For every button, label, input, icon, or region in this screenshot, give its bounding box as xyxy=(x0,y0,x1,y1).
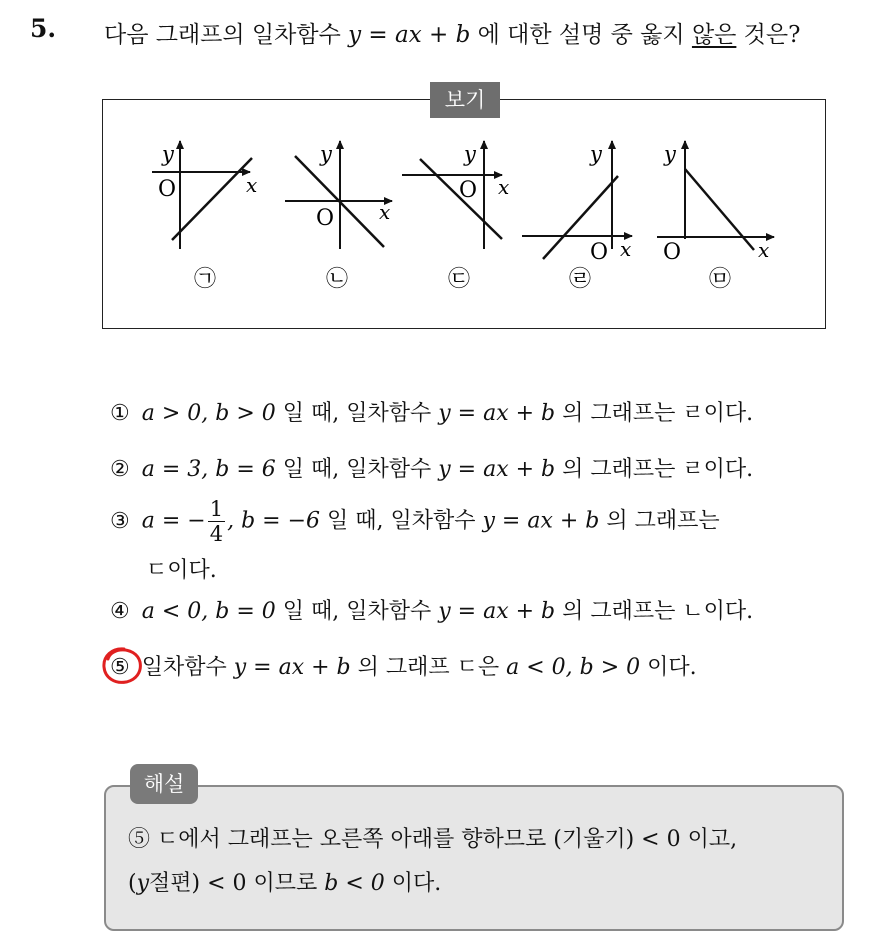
graph5-y-label: y xyxy=(664,142,676,166)
graph3-caption: ㉢ xyxy=(447,267,471,292)
graph3-origin-label: O xyxy=(459,178,478,203)
choice-1-condition: a > 0, b > 0 xyxy=(141,401,276,426)
choice-3-frac-numerator: 1 xyxy=(209,497,224,521)
graph3-y-label: y xyxy=(464,142,476,166)
question-expr: y = ax + b xyxy=(348,22,471,48)
graph5-x-label: x xyxy=(758,238,770,262)
choice-3-number: ③ xyxy=(110,508,130,534)
choice-4-text: 일 때, 일차함수 xyxy=(275,599,439,624)
choice-3[interactable] xyxy=(110,497,720,546)
graph-mieum xyxy=(657,141,774,292)
choice-1-number: ① xyxy=(110,401,130,426)
graph5-origin-label: O xyxy=(663,240,682,265)
graph-rieul xyxy=(522,141,632,292)
choice-4-number: ④ xyxy=(110,599,130,624)
question-text xyxy=(104,16,800,49)
graph4-y-label: y xyxy=(590,142,602,166)
choice-3-tail: 의 그래프는 xyxy=(599,508,720,534)
choice-2-condition: a = 3, b = 6 xyxy=(141,457,276,482)
choice-5[interactable] xyxy=(110,650,697,681)
choice-1-text: 일 때, 일차함수 xyxy=(275,401,439,426)
choice-3-condition-b: , b = −6 xyxy=(227,508,321,534)
choice-4-expr: y = ax + b xyxy=(438,599,556,624)
choice-5-text: 일차함수 xyxy=(141,655,234,680)
choice-4-tail: 의 그래프는 ㄴ이다. xyxy=(555,599,754,624)
solution-tag: 해설 xyxy=(130,764,198,804)
answer-circle-mark xyxy=(100,645,144,687)
choice-1[interactable] xyxy=(110,396,753,427)
graph1-origin-label: O xyxy=(158,177,177,202)
graph1-y-label: y xyxy=(162,142,174,166)
question-underlined: 않은 xyxy=(691,22,737,48)
graph3-x-label: x xyxy=(498,175,510,199)
graph1-x-label: x xyxy=(246,173,258,197)
graph-digeut xyxy=(402,141,509,292)
choice-5-number: ⑤ xyxy=(110,655,130,680)
graph5-caption: ㉤ xyxy=(708,267,732,292)
choice-5-condition: a < 0, b > 0 xyxy=(506,655,641,680)
question-prefix: 다음 그래프의 일차함수 xyxy=(104,22,349,48)
solution-line-1: ⑤ ㄷ에서 그래프는 오른쪽 아래를 향하므로 (기울기) < 0 이고, xyxy=(128,827,738,852)
solution-line2-b: 절편) < 0 이므로 xyxy=(149,871,325,896)
choice-3-condition-a: a = − xyxy=(141,508,206,534)
choice-4[interactable] xyxy=(110,594,753,625)
graph-giyeok xyxy=(152,141,257,292)
graph4-origin-label: O xyxy=(590,240,609,265)
graph2-caption: ㉡ xyxy=(325,267,349,292)
choice-2-text: 일 때, 일차함수 xyxy=(275,457,439,482)
graph2-y-label: y xyxy=(320,142,332,166)
graph4-caption: ㉣ xyxy=(568,267,592,292)
choice-4-condition: a < 0, b = 0 xyxy=(141,599,276,624)
graph2-x-label: x xyxy=(379,200,391,224)
graph-nieun xyxy=(285,141,392,292)
solution-line2-d: 이다. xyxy=(384,871,442,896)
graph4-x-label: x xyxy=(620,237,632,261)
choice-3-fraction xyxy=(208,497,225,546)
graph2-origin-label: O xyxy=(316,206,335,231)
bogi-tag: 보기 xyxy=(430,82,500,118)
choice-3-expr: y = ax + b xyxy=(482,508,600,534)
choice-2-tail: 의 그래프는 ㄹ이다. xyxy=(555,457,754,482)
choice-5-tail: 이다. xyxy=(640,655,697,680)
choice-5-expr: y = ax + b xyxy=(233,655,351,680)
choice-2[interactable] xyxy=(110,452,753,483)
solution-line2-a: ( xyxy=(128,871,137,896)
question-suffix: 것은? xyxy=(736,22,801,48)
graph1-caption: ㉠ xyxy=(193,267,217,292)
choice-2-number: ② xyxy=(110,457,130,482)
question-number: 5. xyxy=(30,14,57,43)
solution-box xyxy=(104,785,844,931)
question-mid: 에 대한 설명 중 옳지 xyxy=(470,22,692,48)
solution-line2-y: y xyxy=(136,871,150,896)
solution-line-2 xyxy=(128,866,441,897)
choice-5-mid: 의 그래프 ㄷ은 xyxy=(350,655,507,680)
solution-line2-c: b < 0 xyxy=(324,871,385,896)
choice-1-expr: y = ax + b xyxy=(438,401,556,426)
graphs-panel xyxy=(102,99,826,329)
choice-3-line2: ㄷ이다. xyxy=(146,558,217,583)
choice-2-expr: y = ax + b xyxy=(438,457,556,482)
choice-1-tail: 의 그래프는 ㄹ이다. xyxy=(555,401,754,426)
choice-3-frac-denominator: 4 xyxy=(209,522,224,546)
choice-3-text: 일 때, 일차함수 xyxy=(320,508,483,534)
